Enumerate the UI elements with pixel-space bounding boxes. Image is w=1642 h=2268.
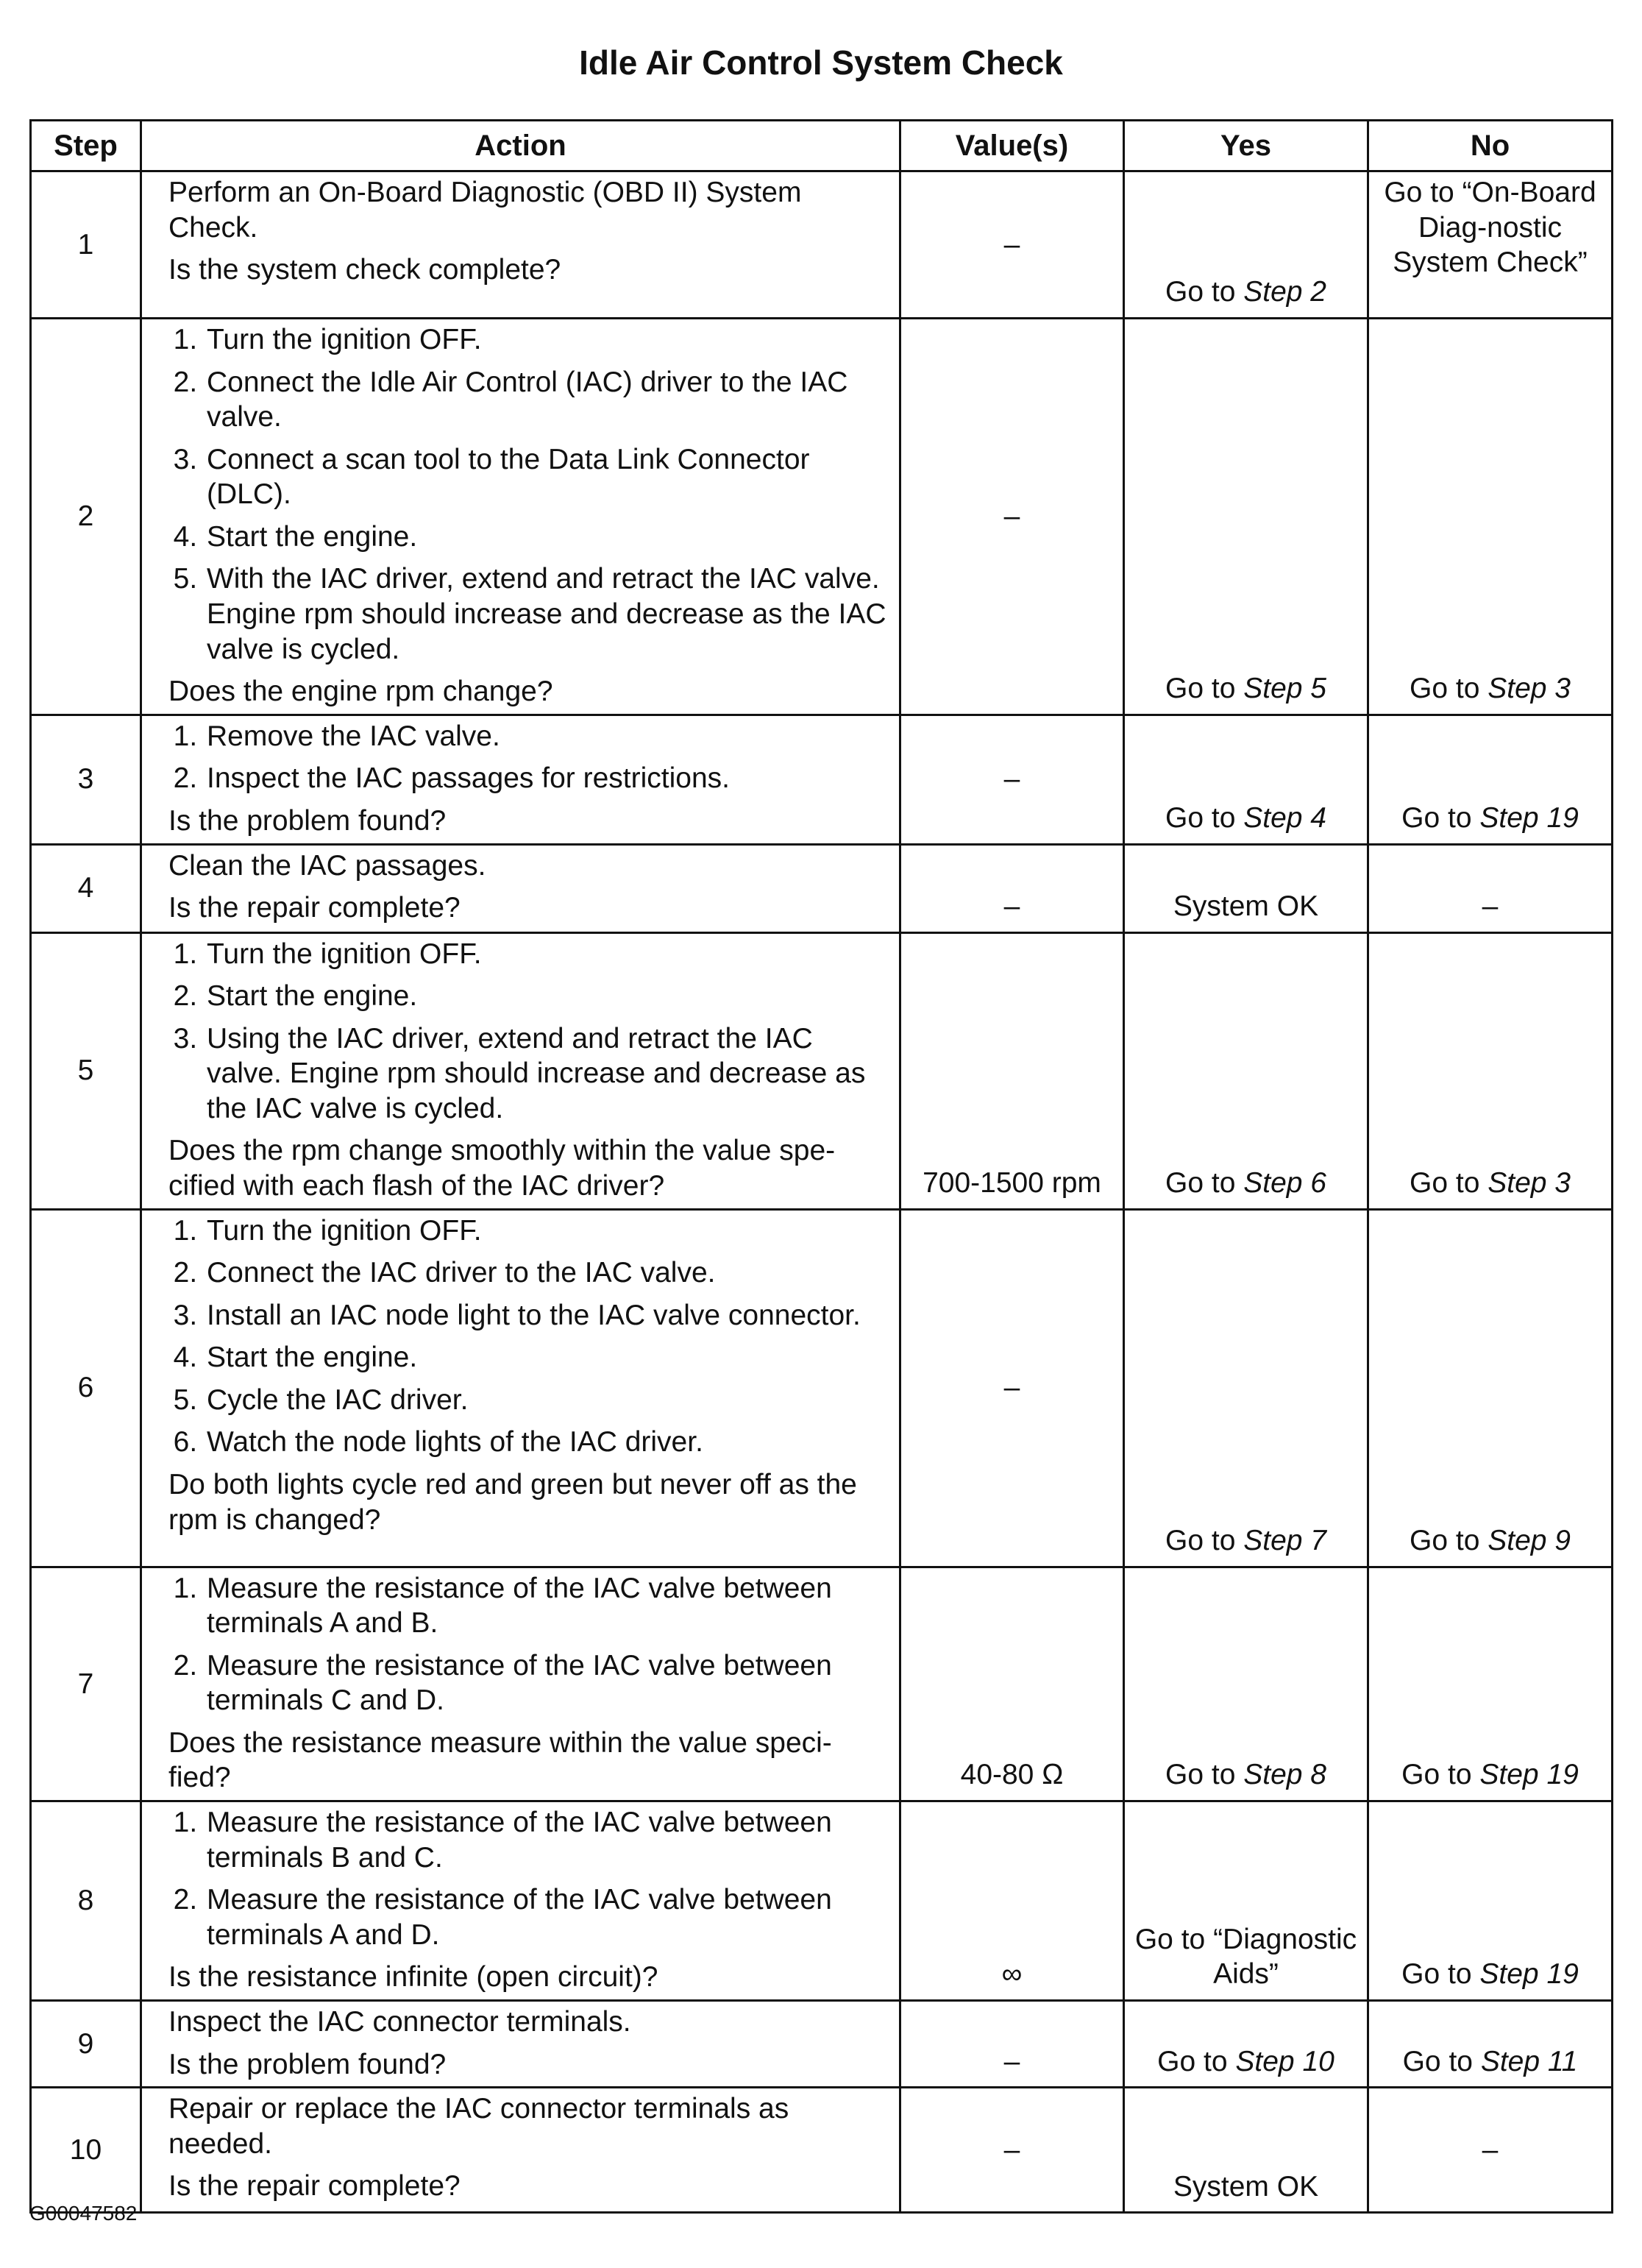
action-text: Repair or replace the IAC connector terminals as needed. [168,2093,789,2160]
go-to-label: Go to [1165,276,1236,308]
no-cell [1368,844,1613,932]
yes-cell [1124,932,1368,1209]
action-question: Does the rpm change smoothly within the value spe-cified with each flash of the IAC driver? [168,1135,836,1202]
action-item: 1. Measure the resistance of the IAC valve between terminals A and B. [205,1571,889,1641]
value-cell: – [900,844,1124,932]
no-cell [1368,171,1613,319]
action-text: Inspect the IAC connector terminals. [168,2005,631,2038]
table-row [31,2088,1613,2213]
step-link[interactable]: Step 10 [1235,2045,1334,2077]
value-cell: – [900,2000,1124,2087]
table-row [31,1567,1613,1801]
action-item: 2. Connect the IAC driver to the IAC valve. [205,1255,889,1291]
action-item: 1. Turn the ignition OFF. [205,322,889,358]
step-number: 4 [31,844,141,932]
action-item: 3. Install an IAC node light to the IAC valve connector. [205,1298,889,1333]
step-link[interactable]: Step 3 [1488,1166,1571,1199]
table-row [31,715,1613,844]
step-number: 1 [31,171,141,319]
system-check-table [29,119,1613,2214]
step-number: 8 [31,1801,141,2001]
step-number: 2 [31,319,141,715]
value-cell: 40-80 Ω [900,1567,1124,1801]
action-list [168,719,889,796]
action-list [168,937,889,1127]
action-cell [141,1567,900,1801]
step-link[interactable]: Step 11 [1480,2045,1578,2077]
table-row [31,932,1613,1209]
go-to-label: Go to [1401,801,1472,834]
no-cell [1368,2088,1613,2213]
action-cell [141,1209,900,1567]
step-link[interactable]: Step 3 [1488,673,1571,705]
step-link[interactable]: Step 19 [1479,1958,1579,1991]
no-cell [1368,932,1613,1209]
step-link[interactable]: Step 19 [1479,801,1579,834]
action-list [168,1571,889,1718]
go-to-label: Go to [1410,1524,1480,1556]
action-cell [141,715,900,844]
action-item: 2. Connect the Idle Air Control (IAC) driver to the IAC valve. [205,365,889,435]
action-item: 2. Measure the resistance of the IAC valve between terminals C and D. [205,1648,889,1718]
go-to-label: Go to [1165,1759,1236,1791]
go-to-label: Go to [1165,1166,1236,1199]
value-cell: – [900,2088,1124,2213]
yes-cell [1124,1801,1368,2001]
action-question: Does the engine rpm change? [168,676,553,708]
go-to-label: Go to [1402,2045,1473,2077]
no-cell [1368,715,1613,844]
step-number: 9 [31,2000,141,2087]
step-number: 3 [31,715,141,844]
page-title: Idle Air Control System Check [579,43,1063,82]
go-to-label: Go to [1165,673,1236,705]
step-number: 10 [31,2088,141,2213]
go-to-label: Go to [1165,1524,1236,1556]
action-item: 2. Inspect the IAC passages for restrictions. [205,761,889,796]
action-item: 5. Cycle the IAC driver. [205,1383,889,1418]
action-item: 2. Start the engine. [205,979,889,1014]
action-item: 3. Using the IAC driver, extend and retract the IAC valve. Engine rpm should increase and decrease as the IAC valve is cycled. [205,1021,889,1127]
action-list [168,1213,889,1460]
go-to-label: Go to [1410,1166,1480,1199]
step-link[interactable]: Step 6 [1243,1166,1326,1199]
action-item: 4. Start the engine. [205,1340,889,1375]
action-text: Perform an On-Board Diagnostic (OBD II) System Check. [168,177,802,244]
step-number: 6 [31,1209,141,1567]
step-number: 7 [31,1567,141,1801]
table-row [31,1209,1613,1567]
action-item: 3. Connect a scan tool to the Data Link Connector (DLC). [205,442,889,512]
table-row [31,1801,1613,2001]
step-link[interactable]: Step 2 [1243,276,1326,308]
action-cell [141,171,900,319]
yes-cell [1124,2088,1368,2213]
yes-cell [1124,1567,1368,1801]
yes-text[interactable]: Go to “Diagnostic Aids” [1134,1923,1357,1991]
table-row [31,319,1613,715]
go-to-label: Go to [1410,673,1480,705]
no-cell [1368,319,1613,715]
no-cell [1368,2000,1613,2087]
header-step: Step [31,121,141,171]
action-cell [141,844,900,932]
step-link[interactable]: Step 8 [1243,1759,1326,1791]
action-cell [141,2088,900,2213]
action-question: Is the problem found? [168,804,447,837]
action-item: 1. Turn the ignition OFF. [205,937,889,972]
step-link[interactable]: Step 7 [1243,1524,1326,1556]
value-cell: – [900,319,1124,715]
yes-cell [1124,2000,1368,2087]
header-values: Value(s) [900,121,1124,171]
value-cell: 700-1500 rpm [900,932,1124,1209]
value-cell: – [900,1209,1124,1567]
table-row [31,171,1613,319]
table-row [31,2000,1613,2087]
action-cell [141,932,900,1209]
action-question: Is the problem found? [168,2048,447,2080]
action-item: 5. With the IAC driver, extend and retract the IAC valve. Engine rpm should increase and decrease as the IAC valve is cycled. [205,561,889,667]
action-item: 1. Turn the ignition OFF. [205,1213,889,1249]
action-question: Do both lights cycle red and green but never off as the rpm is changed? [168,1469,857,1536]
step-link[interactable]: Step 9 [1488,1524,1571,1556]
action-question: Does the resistance measure within the value speci-fied? [168,1726,832,1794]
action-list [168,1805,889,1952]
action-question: Is the resistance infinite (open circuit)? [168,1961,658,1994]
no-text: – [1482,890,1499,922]
action-item: 1. Remove the IAC valve. [205,719,889,754]
yes-cell [1124,844,1368,932]
yes-text[interactable]: System OK [1173,2170,1319,2203]
action-question: Is the system check complete? [168,254,561,286]
action-list [168,322,889,667]
action-question: Is the repair complete? [168,892,461,924]
value-cell: – [900,715,1124,844]
go-to-label: Go to [1157,2045,1228,2077]
step-link[interactable]: Step 4 [1243,801,1326,834]
no-cell [1368,1567,1613,1801]
no-cell [1368,1801,1613,2001]
action-item: 4. Start the engine. [205,520,889,555]
figure-id: G00047582 [29,2202,138,2225]
no-text[interactable]: Go to “On-Board Diag-nostic System Check” [1384,177,1596,279]
yes-cell [1124,171,1368,319]
yes-cell [1124,1209,1368,1567]
value-cell: – [900,171,1124,319]
no-text: – [1482,2133,1499,2166]
action-item: 2. Measure the resistance of the IAC valve between terminals A and D. [205,1882,889,1952]
action-cell [141,2000,900,2087]
header-row [31,121,1613,171]
header-action: Action [141,121,900,171]
no-cell [1368,1209,1613,1567]
step-link[interactable]: Step 19 [1479,1759,1579,1791]
yes-cell [1124,715,1368,844]
go-to-label: Go to [1401,1759,1472,1791]
action-cell [141,1801,900,2001]
header-yes: Yes [1124,121,1368,171]
action-question: Is the repair complete? [168,2170,461,2203]
yes-text[interactable]: System OK [1173,890,1319,922]
go-to-label: Go to [1401,1958,1472,1991]
table-row [31,844,1613,932]
yes-cell [1124,319,1368,715]
go-to-label: Go to [1165,801,1236,834]
step-link[interactable]: Step 5 [1243,673,1326,705]
action-item: 6. Watch the node lights of the IAC driver. [205,1425,889,1460]
action-cell [141,319,900,715]
action-item: 1. Measure the resistance of the IAC valve between terminals B and C. [205,1805,889,1875]
step-number: 5 [31,932,141,1209]
value-cell: ∞ [900,1801,1124,2001]
action-text: Clean the IAC passages. [168,849,486,882]
header-no: No [1368,121,1613,171]
